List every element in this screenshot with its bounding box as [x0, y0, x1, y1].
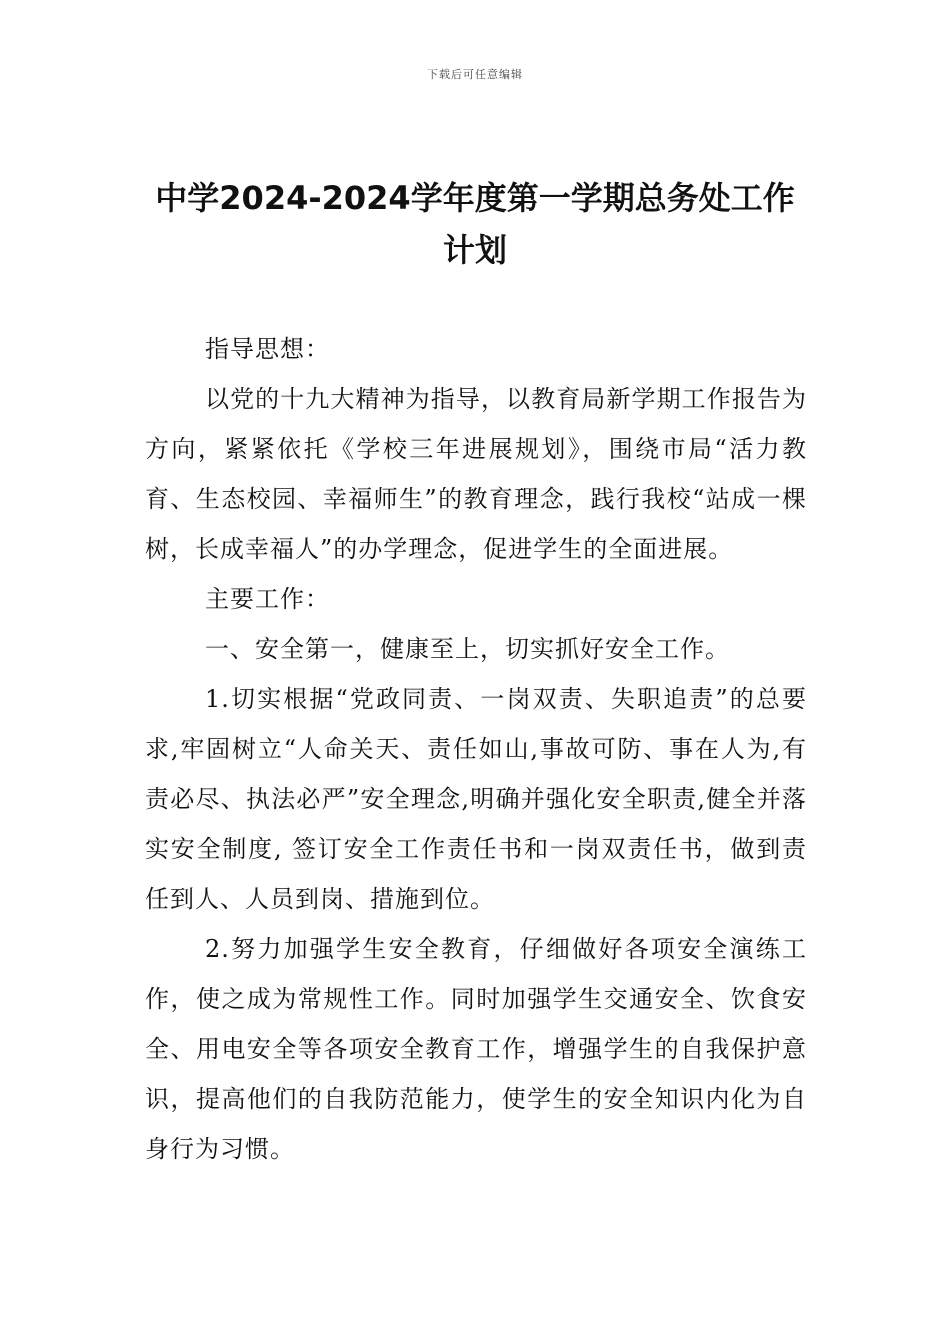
paragraph-guiding-text: 以党的十九大精神为指导，以教育局新学期工作报告为方向，紧紧依托《学校三年进展规划》，围绕市局“活力教育、生态校园、幸福师生”的教育理念，践行我校“站成一棵树，长成幸福人”的办学理念，促进学生的全面进展。	[145, 385, 807, 563]
paragraph-guiding-heading: 指导思想：	[205, 335, 330, 363]
paragraph-item-two: 2.努力加强学生安全教育，仔细做好各项安全演练工作，使之成为常规性工作。同时加强学生交通安全、饮食安全、用电安全等各项安全教育工作，增强学生的自我保护意识，提高他们的自我防范能力，使学生的安全知识内化为自身行为习惯。	[145, 935, 807, 1163]
paragraph-main-work-heading: 主要工作：	[205, 585, 330, 613]
document-title: 中学2024-2024学年度第一学期总务处工作计划	[155, 179, 795, 269]
document-body	[145, 324, 807, 1174]
header-note: 下载后可任意编辑	[427, 68, 523, 81]
paragraph-item-one: 1.切实根据“党政同责、一岗双责、失职追责”的总要求,牢固树立“人命关天、责任如山,事故可防、事在人为,有责必尽、执法必严”安全理念,明确并强化安全职责,健全并落实安全制度, 签订安全工作责任书和一岗双责任书，做到责任到人、人员到岗、措施到位。	[145, 685, 807, 913]
paragraph-section-one: 一、安全第一，健康至上，切实抓好安全工作。	[205, 635, 730, 663]
